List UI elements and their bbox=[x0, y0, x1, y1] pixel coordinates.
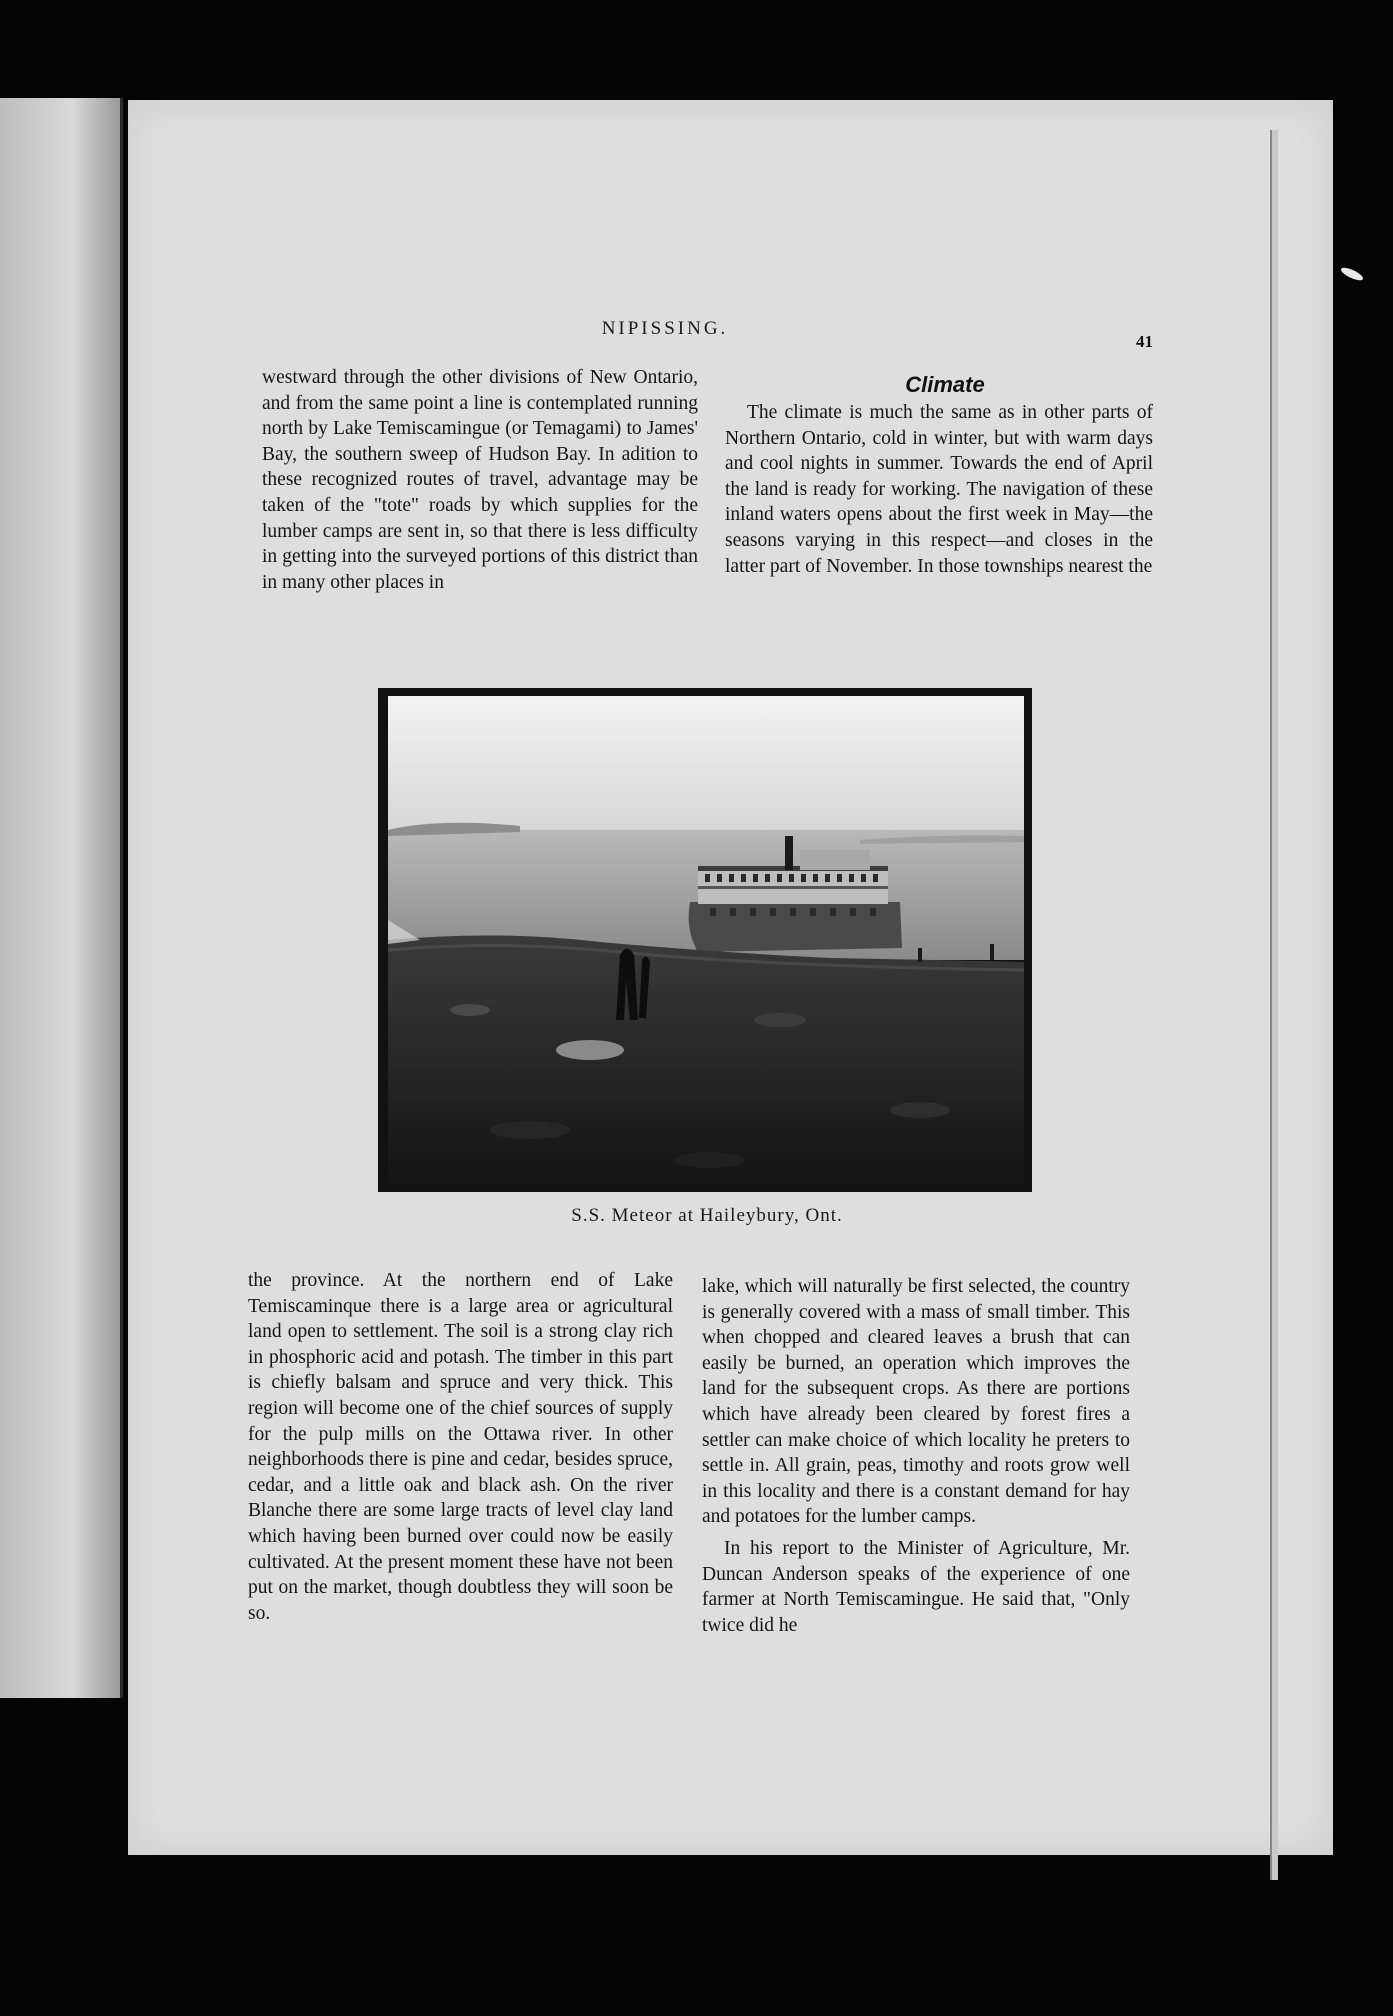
column-top-right bbox=[725, 400, 1153, 579]
column-bottom-left bbox=[248, 1268, 673, 1626]
paragraph: In his report to the Minister of Agriculture, Mr. Duncan Anderson speaks of the experience of one farmer at North Temiscamingue. He said that, "Only twice did he bbox=[702, 1537, 1130, 1636]
paragraph: lake, which will naturally be first selected, the country is generally covered with a mass of small timber. This when chopped and cleared leaves a brush that can easily be burned, an operation which improves the land for the subsequent crops. As there are portions which have already been cleared by forest fires a settler can make choice of which locality he preters to settle in. All grain, peas, timothy and roots grow well in this locality and there is a constant demand for hay and potatoes for the lumber camps. bbox=[702, 1276, 1130, 1528]
facing-page-edge bbox=[0, 98, 123, 1698]
page-edge-shadow bbox=[1270, 130, 1278, 1880]
scan-artifact bbox=[1339, 265, 1364, 282]
photo-illustration bbox=[380, 690, 1030, 1190]
steamboat-photograph bbox=[378, 688, 1032, 1192]
running-title: NIPISSING. bbox=[601, 318, 729, 339]
section-heading-climate: Climate bbox=[905, 372, 985, 397]
paragraph: The climate is much the same as in other parts of Northern Ontario, cold in winter, but with warm days and cool nights in summer. Towards the end of April the land is ready for working. The navigation of these inland waters opens about the first week in May—the seasons varying in this respect—and closes in the latter part of November. In those townships nearest the bbox=[725, 402, 1153, 577]
photo-caption: S.S. Meteor at Haileybury, Ont. bbox=[571, 1205, 843, 1226]
paragraph: westward through the other divisions of New Ontario, and from the same point a line is contemplated running north by Lake Temiscamingue (or Temagami) to James' Bay, the southern sweep of Hudson Bay. In adition to these recognized routes of travel, advantage may be taken of the "tote" roads by which supplies for the lumber camps are sent in, so that there is less difficulty in getting into the surveyed portions of this district than in many other places in bbox=[262, 367, 698, 593]
page-number: 41 bbox=[1136, 332, 1153, 351]
column-bottom-right bbox=[702, 1274, 1130, 1638]
paragraph: the province. At the northern end of Lake Temiscaminque there is a large area or agricultural land open to settlement. The soil is a strong clay rich in phosphoric acid and potash. The timber in this part is chiefly balsam and spruce and very thick. This region will become one of the chief sources of supply for the pulp mills on the Ottawa river. In other neighborhoods there is pine and cedar, besides spruce, cedar, and a little oak and black ash. On the river Blanche there are some large tracts of level clay land which having been burned over could now be easily cultivated. At the present moment these have not been put on the market, though doubtless they will soon be so. bbox=[248, 1270, 673, 1624]
column-top-left bbox=[262, 365, 698, 595]
